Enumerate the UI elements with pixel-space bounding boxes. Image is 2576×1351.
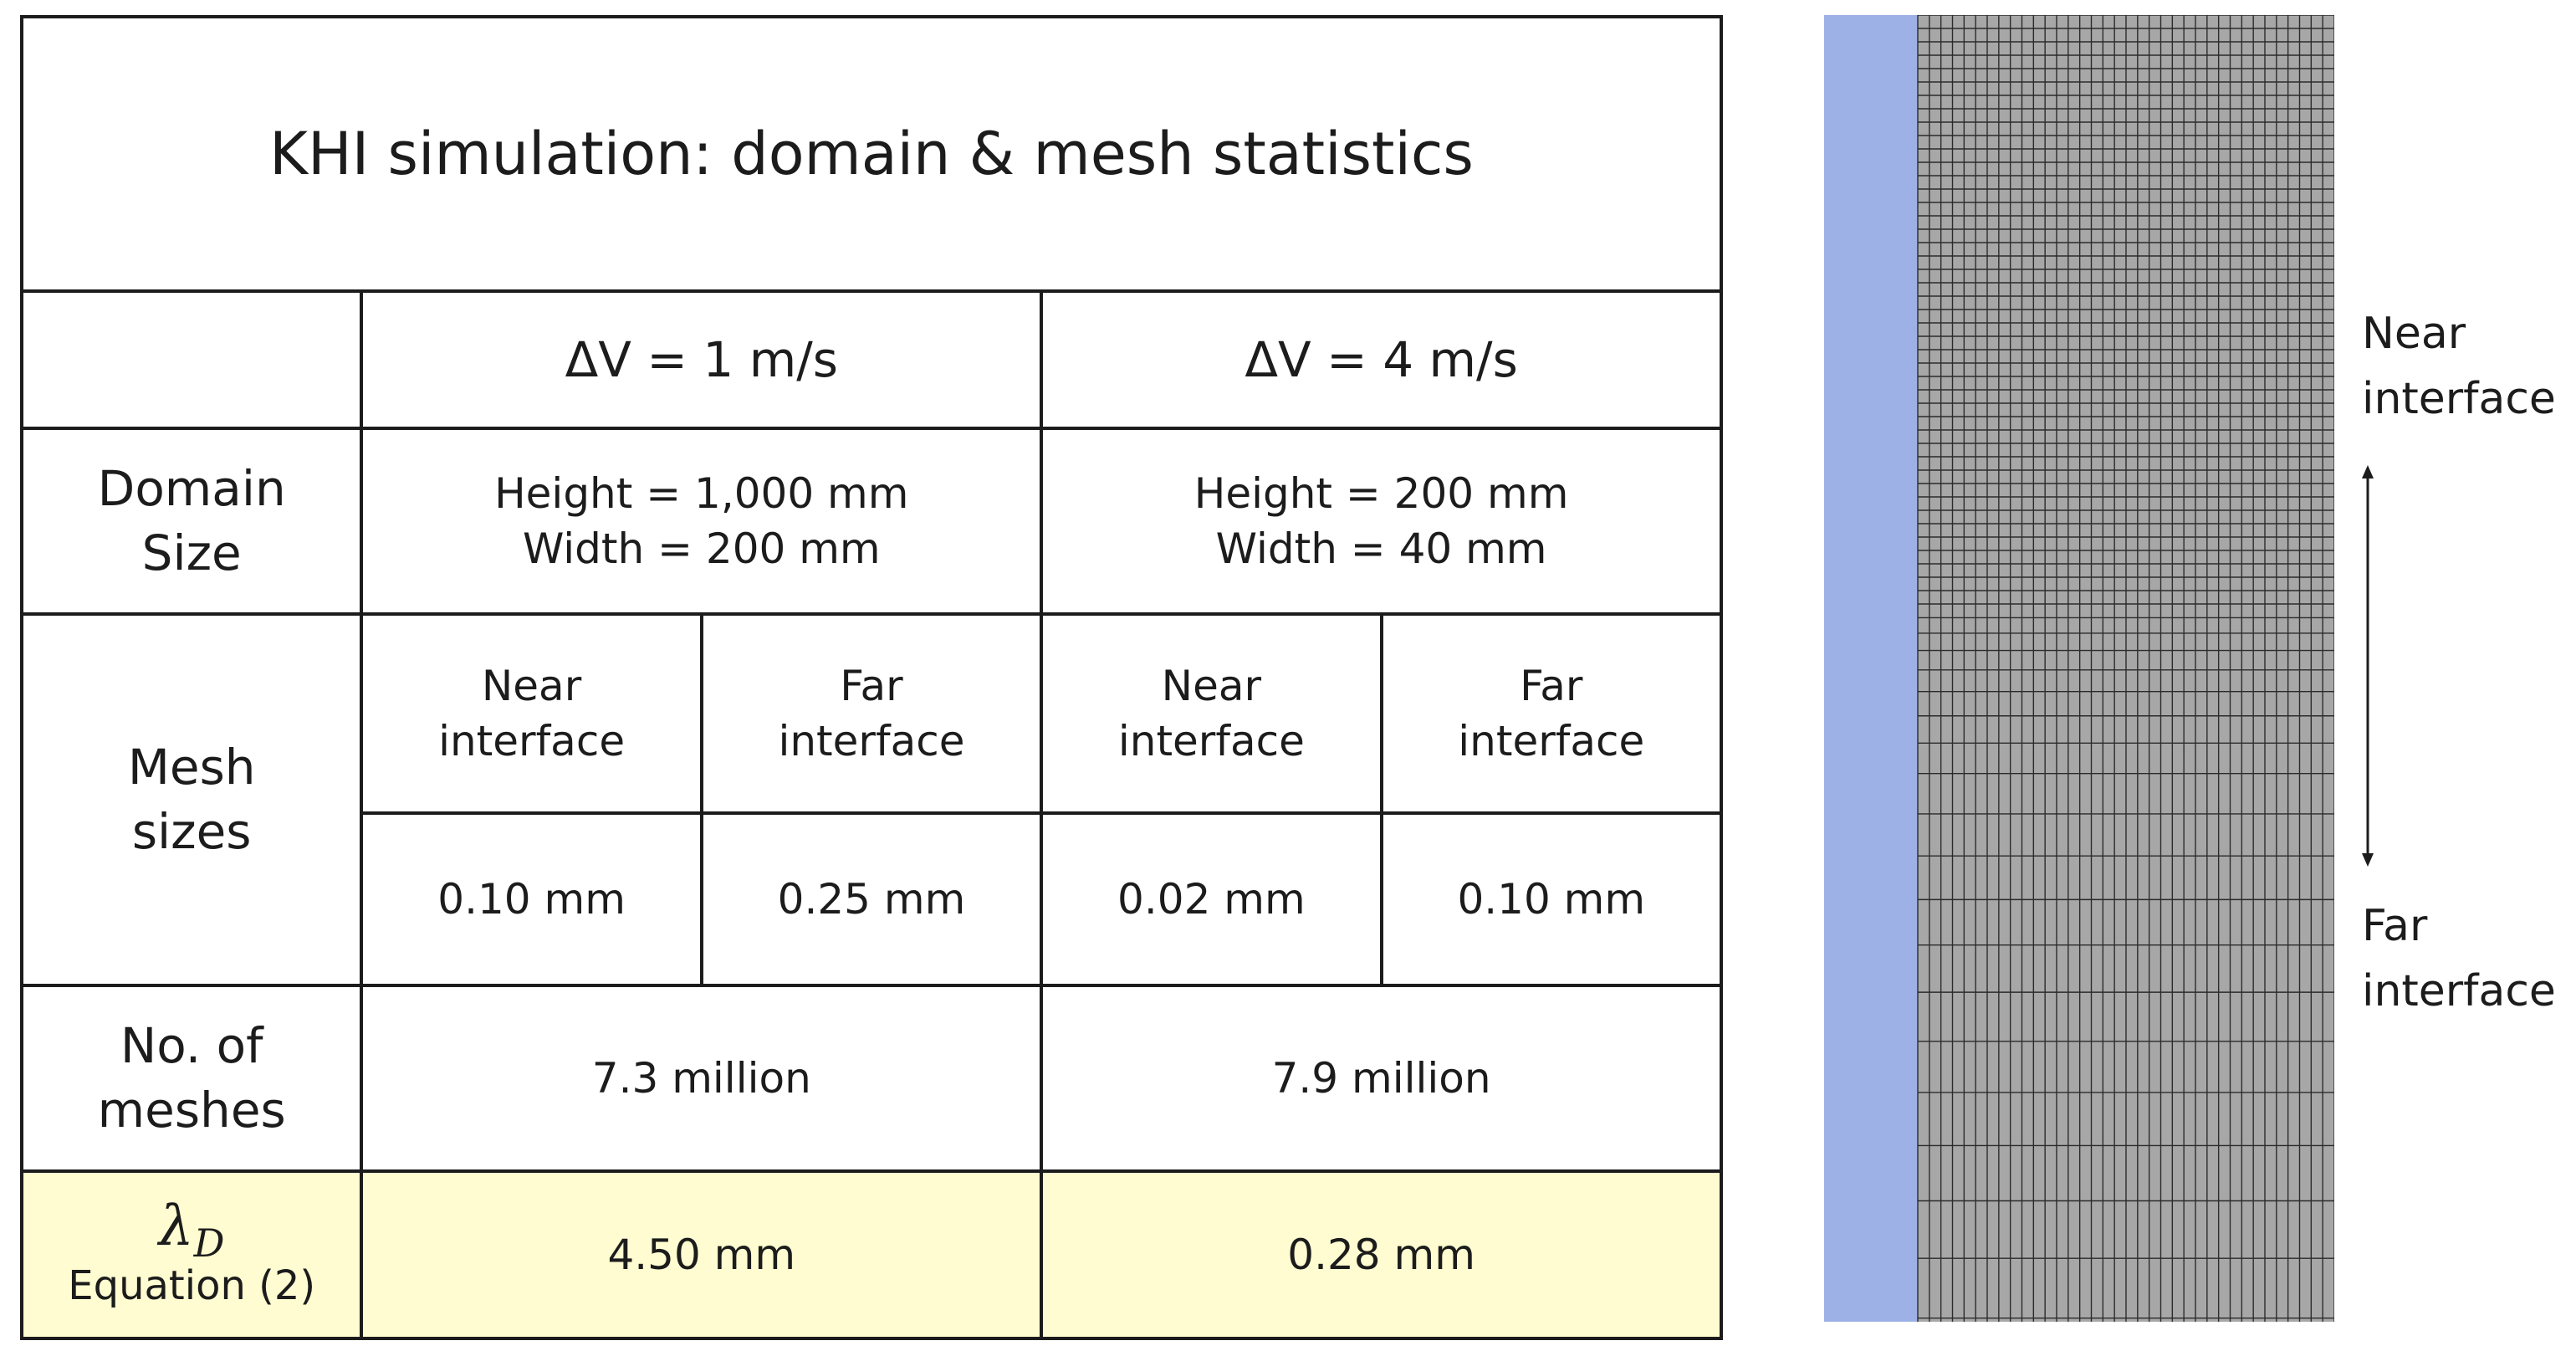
num-meshes-dv1: 7.3 million (361, 985, 1041, 1171)
arrow-head-up (2362, 465, 2374, 478)
far-interface-header-dv1: Far interface (702, 614, 1041, 813)
far-interface-header-dv4: Far interface (1382, 614, 1721, 813)
domain-size-dv1 (361, 428, 1041, 614)
domain-width-dv4: Width = 40 mm (1215, 525, 1547, 573)
domain-size-row (22, 428, 1721, 614)
domain-height-dv1: Height = 1,000 mm (494, 469, 909, 518)
header-row (22, 291, 1721, 428)
num-meshes-row (22, 985, 1721, 1171)
domain-size-dv4 (1041, 428, 1721, 614)
arrow-head-down (2362, 853, 2374, 867)
lambda-symbol: $\lambda_D$ (158, 1194, 225, 1267)
num-meshes-dv4: 7.9 million (1041, 985, 1721, 1171)
mesh-sizes-label: Mesh sizes (22, 614, 361, 985)
mesh-grid-illustration (1824, 15, 2334, 1322)
lambda-dv4: 0.28 mm (1041, 1171, 1721, 1338)
mesh-figure (1824, 15, 2334, 1322)
mesh-size-dv1-far: 0.25 mm (702, 813, 1041, 985)
lambda-row (22, 1171, 1721, 1338)
mesh-size-dv4-near: 0.02 mm (1041, 813, 1381, 985)
num-meshes-label: No. of meshes (22, 985, 361, 1171)
domain-size-label: Domain Size (22, 428, 361, 614)
far-interface-label: Far interface (2362, 901, 2556, 1016)
mesh-sizes-subheader-row (22, 614, 1721, 813)
mesh-size-dv1-near: 0.10 mm (361, 813, 701, 985)
table-title: KHI simulation: domain & mesh statistics (22, 17, 1721, 291)
near-interface-label: Near interface (2362, 309, 2556, 424)
interface-distance-arrow (2355, 465, 2380, 867)
mesh-size-dv4-far: 0.10 mm (1382, 813, 1721, 985)
header-empty-cell (22, 291, 361, 428)
column-header-dv4: ΔV = 4 m/s (1041, 291, 1721, 428)
title-row (22, 17, 1721, 291)
lambda-dv1: 4.50 mm (361, 1171, 1041, 1338)
lambda-label (22, 1171, 361, 1338)
domain-height-dv4: Height = 200 mm (1193, 469, 1569, 518)
domain-width-dv1: Width = 200 mm (522, 525, 881, 573)
column-header-dv1: ΔV = 1 m/s (361, 291, 1041, 428)
mesh-statistics-table (20, 15, 1723, 1340)
near-interface-header-dv1: Near interface (361, 614, 701, 813)
near-interface-header-dv4: Near interface (1041, 614, 1381, 813)
interface-band (1824, 15, 1918, 1322)
equation-reference: Equation (2) (68, 1262, 316, 1310)
